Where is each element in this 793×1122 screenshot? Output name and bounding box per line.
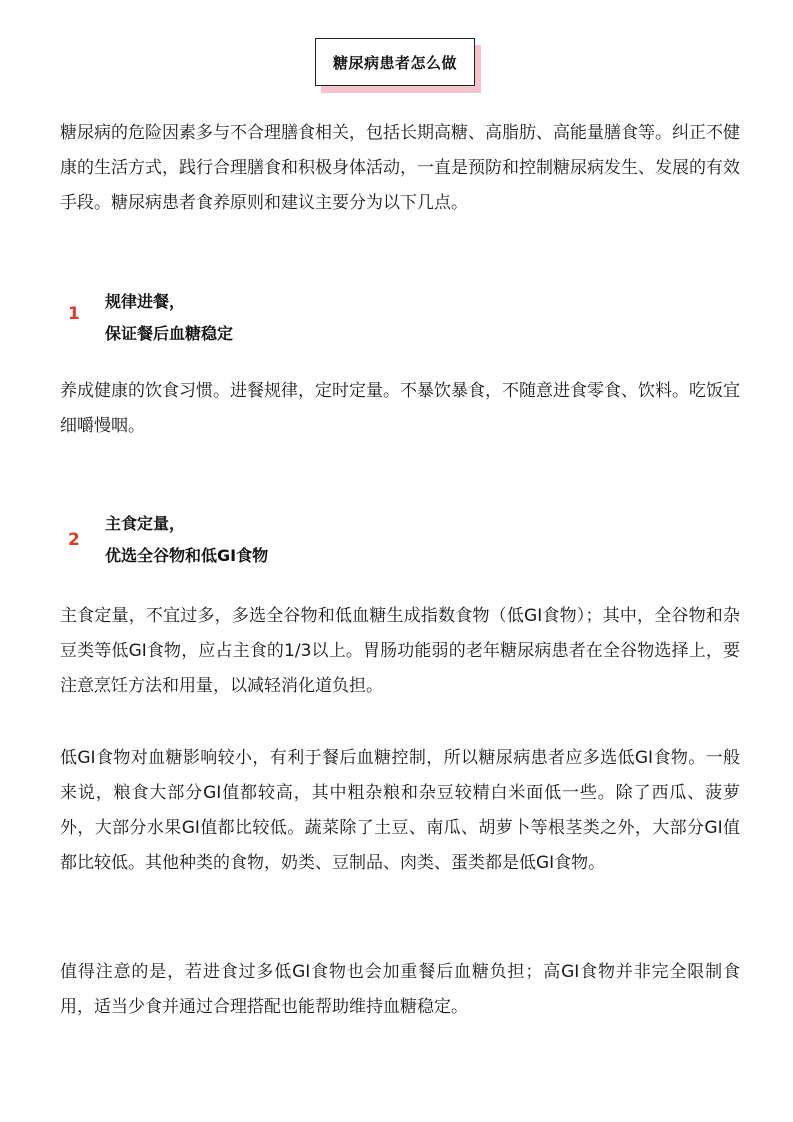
section-2-heading-line2: 优选全谷物和低GI食物 <box>105 546 269 565</box>
section-1-heading-line2: 保证餐后血糖稳定 <box>105 324 234 343</box>
section-2-heading <box>105 508 268 572</box>
section-2-paragraph-2: 低GI食物对血糖影响较小，有利于餐后血糖控制，所以糖尿病患者应多选低GI食物。一般来说，粮食大部分GI值都较高，其中粗杂粮和杂豆较精白米面低一些。除了西瓜、菠萝外，大部分水果GI值都比较低。蔬菜除了土豆、南瓜、胡萝卜等根茎类之外，大部分GI值都比较低。其他种类的食物，奶类、豆制品、肉类、蛋类都是低GI食物。 <box>60 748 740 873</box>
section-1-heading-line1: 规律进餐， <box>105 292 186 311</box>
section-2-paragraph-1: 主食定量，不宜过多，多选全谷物和低血糖生成指数食物（低GI食物）；其中，全谷物和杂豆类等低GI食物，应占主食的1/3以上。胃肠功能弱的老年糖尿病患者在全谷物选择上，要注意烹饪方法和用量，以减轻消化道负担。 <box>60 606 740 696</box>
section-1-heading <box>105 286 233 350</box>
section-2-paragraph-3: 值得注意的是，若进食过多低GI食物也会加重餐后血糖负担；高GI食物并非完全限制食用，适当少食并通过合理搭配也能帮助维持血糖稳定。 <box>60 962 740 1017</box>
section-1-number: 1 <box>68 304 80 324</box>
section-2-heading-line1: 主食定量， <box>105 514 186 533</box>
page-title: 糖尿病患者怎么做 <box>315 38 475 86</box>
section-2-number: 2 <box>68 530 80 550</box>
section-1-paragraph-1: 养成健康的饮食习惯。进餐规律，定时定量。不暴饮暴食，不随意进食零食、饮料。吃饭宜细嚼慢咽。 <box>60 381 740 436</box>
title-banner <box>315 38 479 90</box>
intro-paragraph: 糖尿病的危险因素多与不合理膳食相关，包括长期高糖、高脂肪、高能量膳食等。纠正不健康的生活方式，践行合理膳食和积极身体活动，一直是预防和控制糖尿病发生、发展的有效手段。糖尿病患者食养原则和建议主要分为以下几点。 <box>60 123 740 213</box>
